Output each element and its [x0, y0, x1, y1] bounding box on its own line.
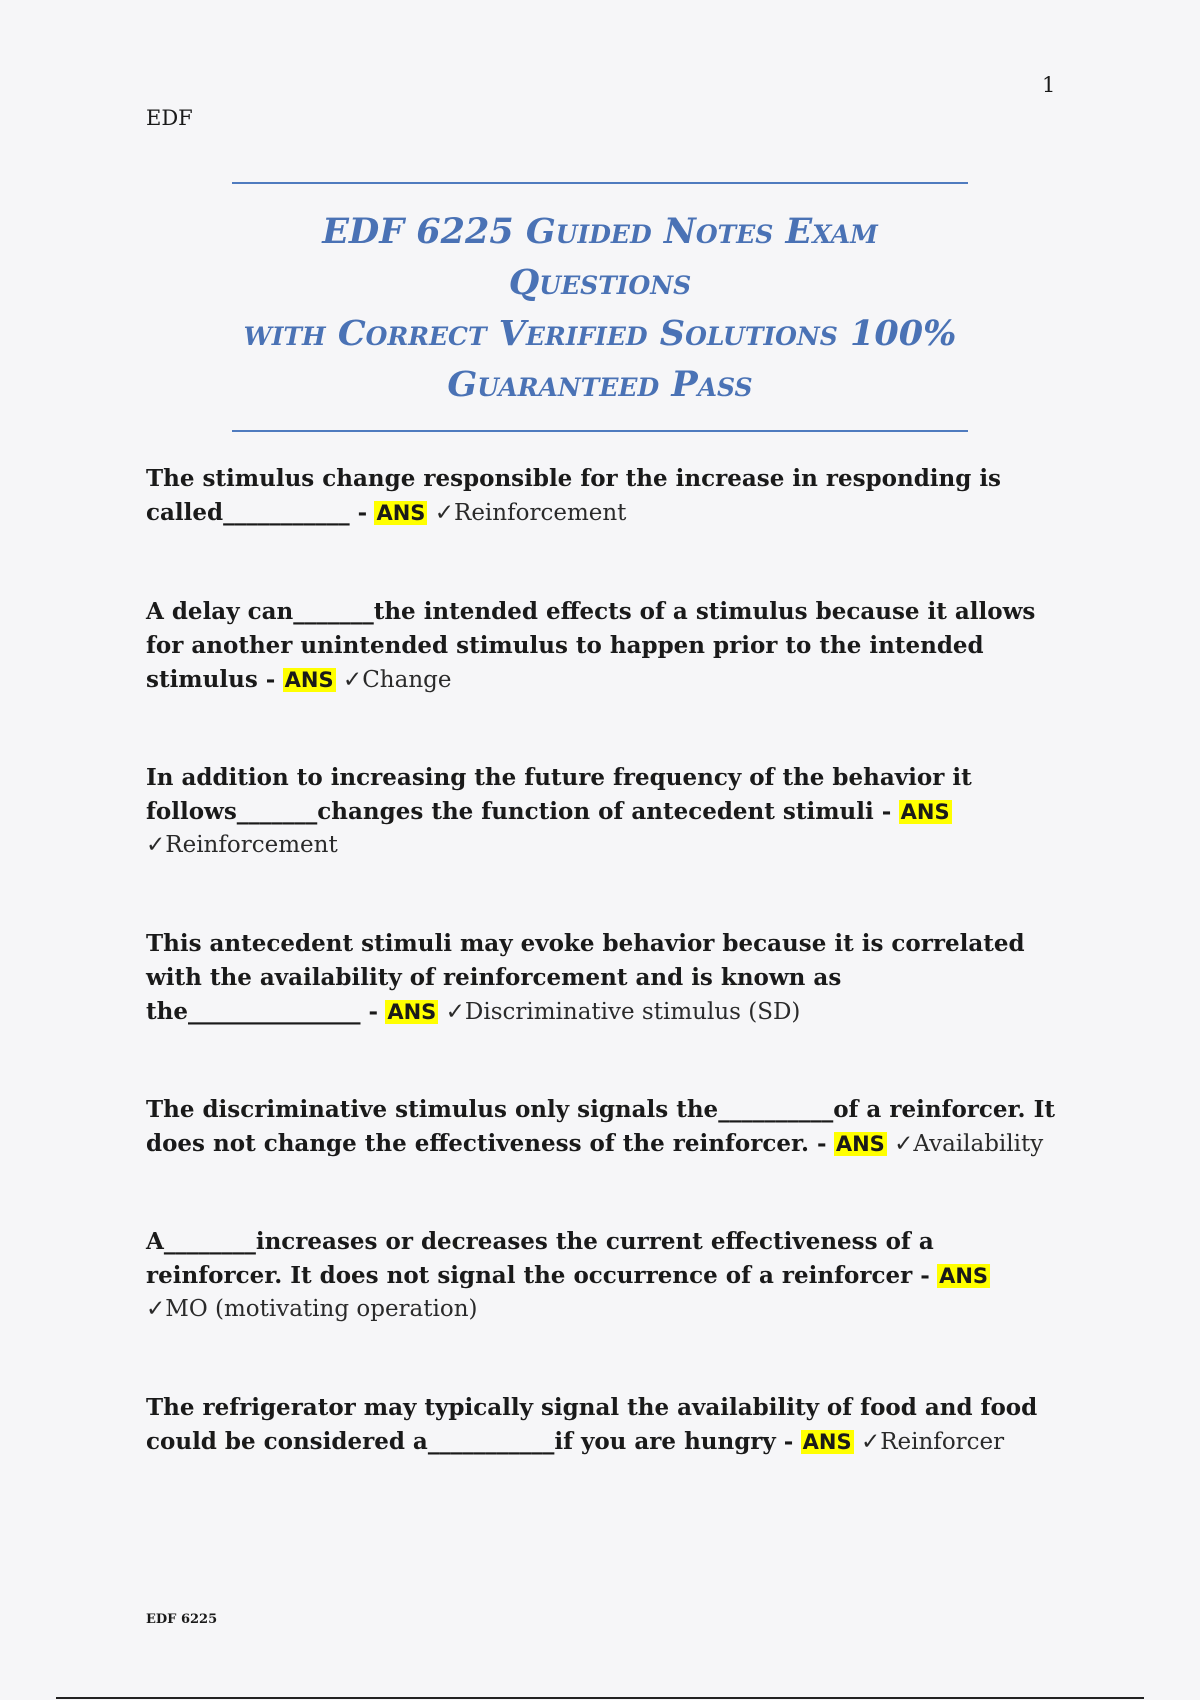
bottom-divider: [56, 1697, 1144, 1699]
qa-item: [146, 761, 1056, 862]
answer-text: ✓Reinforcement: [146, 832, 338, 858]
ans-label: ANS: [835, 1132, 885, 1156]
question-text: This antecedent stimuli may evoke behavior because it is correlated with the availability of reinforcement and is known as the_______________ -: [146, 930, 1025, 1025]
answer-text: ✓MO (motivating operation): [146, 1296, 478, 1322]
title-line: Guaranteed Pass: [447, 364, 753, 405]
ans-label: ANS: [900, 800, 950, 824]
question-text: The stimulus change responsible for the increase in responding is called___________ -: [146, 465, 1002, 526]
footer-label: EDF 6225: [146, 1612, 218, 1627]
answer-text: ✓Change: [342, 667, 452, 693]
question-text: In addition to increasing the future frequency of the behavior it follows_______changes the function of antecedent stimuli -: [146, 764, 972, 825]
title-line: with Correct Verified Solutions 100%: [243, 313, 957, 354]
qa-item: [146, 462, 1056, 530]
document-title: [232, 182, 968, 432]
question-text: A________increases or decreases the current effectiveness of a reinforcer. It does not signal the occurrence of a reinforcer -: [146, 1228, 934, 1289]
question-text: The refrigerator may typically signal the availability of food and food could be considered a___________if you are hungry -: [146, 1394, 1038, 1455]
ans-label: ANS: [376, 501, 426, 525]
header-label: EDF: [146, 106, 193, 130]
answer-text: ✓Reinforcer: [860, 1429, 1005, 1455]
ans-label: ANS: [939, 1264, 989, 1288]
ans-label: ANS: [284, 668, 334, 692]
question-text: The discriminative stimulus only signals the__________of a reinforcer. It does not change the effectiveness of the reinforcer. -: [146, 1096, 1055, 1157]
ans-label: ANS: [387, 1000, 437, 1024]
qa-item: [146, 1225, 1056, 1326]
qa-item: [146, 1093, 1056, 1161]
question-text: A delay can_______the intended effects of a stimulus because it allows for another unintended stimulus to happen prior to the intended stimulus -: [146, 598, 1036, 693]
title-line: EDF 6225 Guided Notes Exam Questions: [322, 211, 878, 303]
page-number: 1: [1042, 73, 1056, 97]
answer-text: ✓Discriminative stimulus (SD): [445, 999, 801, 1025]
answer-text: ✓Reinforcement: [434, 500, 627, 526]
qa-item: [146, 595, 1056, 697]
qa-item: [146, 1391, 1056, 1459]
ans-label: ANS: [802, 1430, 852, 1454]
qa-item: [146, 927, 1056, 1029]
answer-text: ✓Availability: [894, 1131, 1044, 1157]
